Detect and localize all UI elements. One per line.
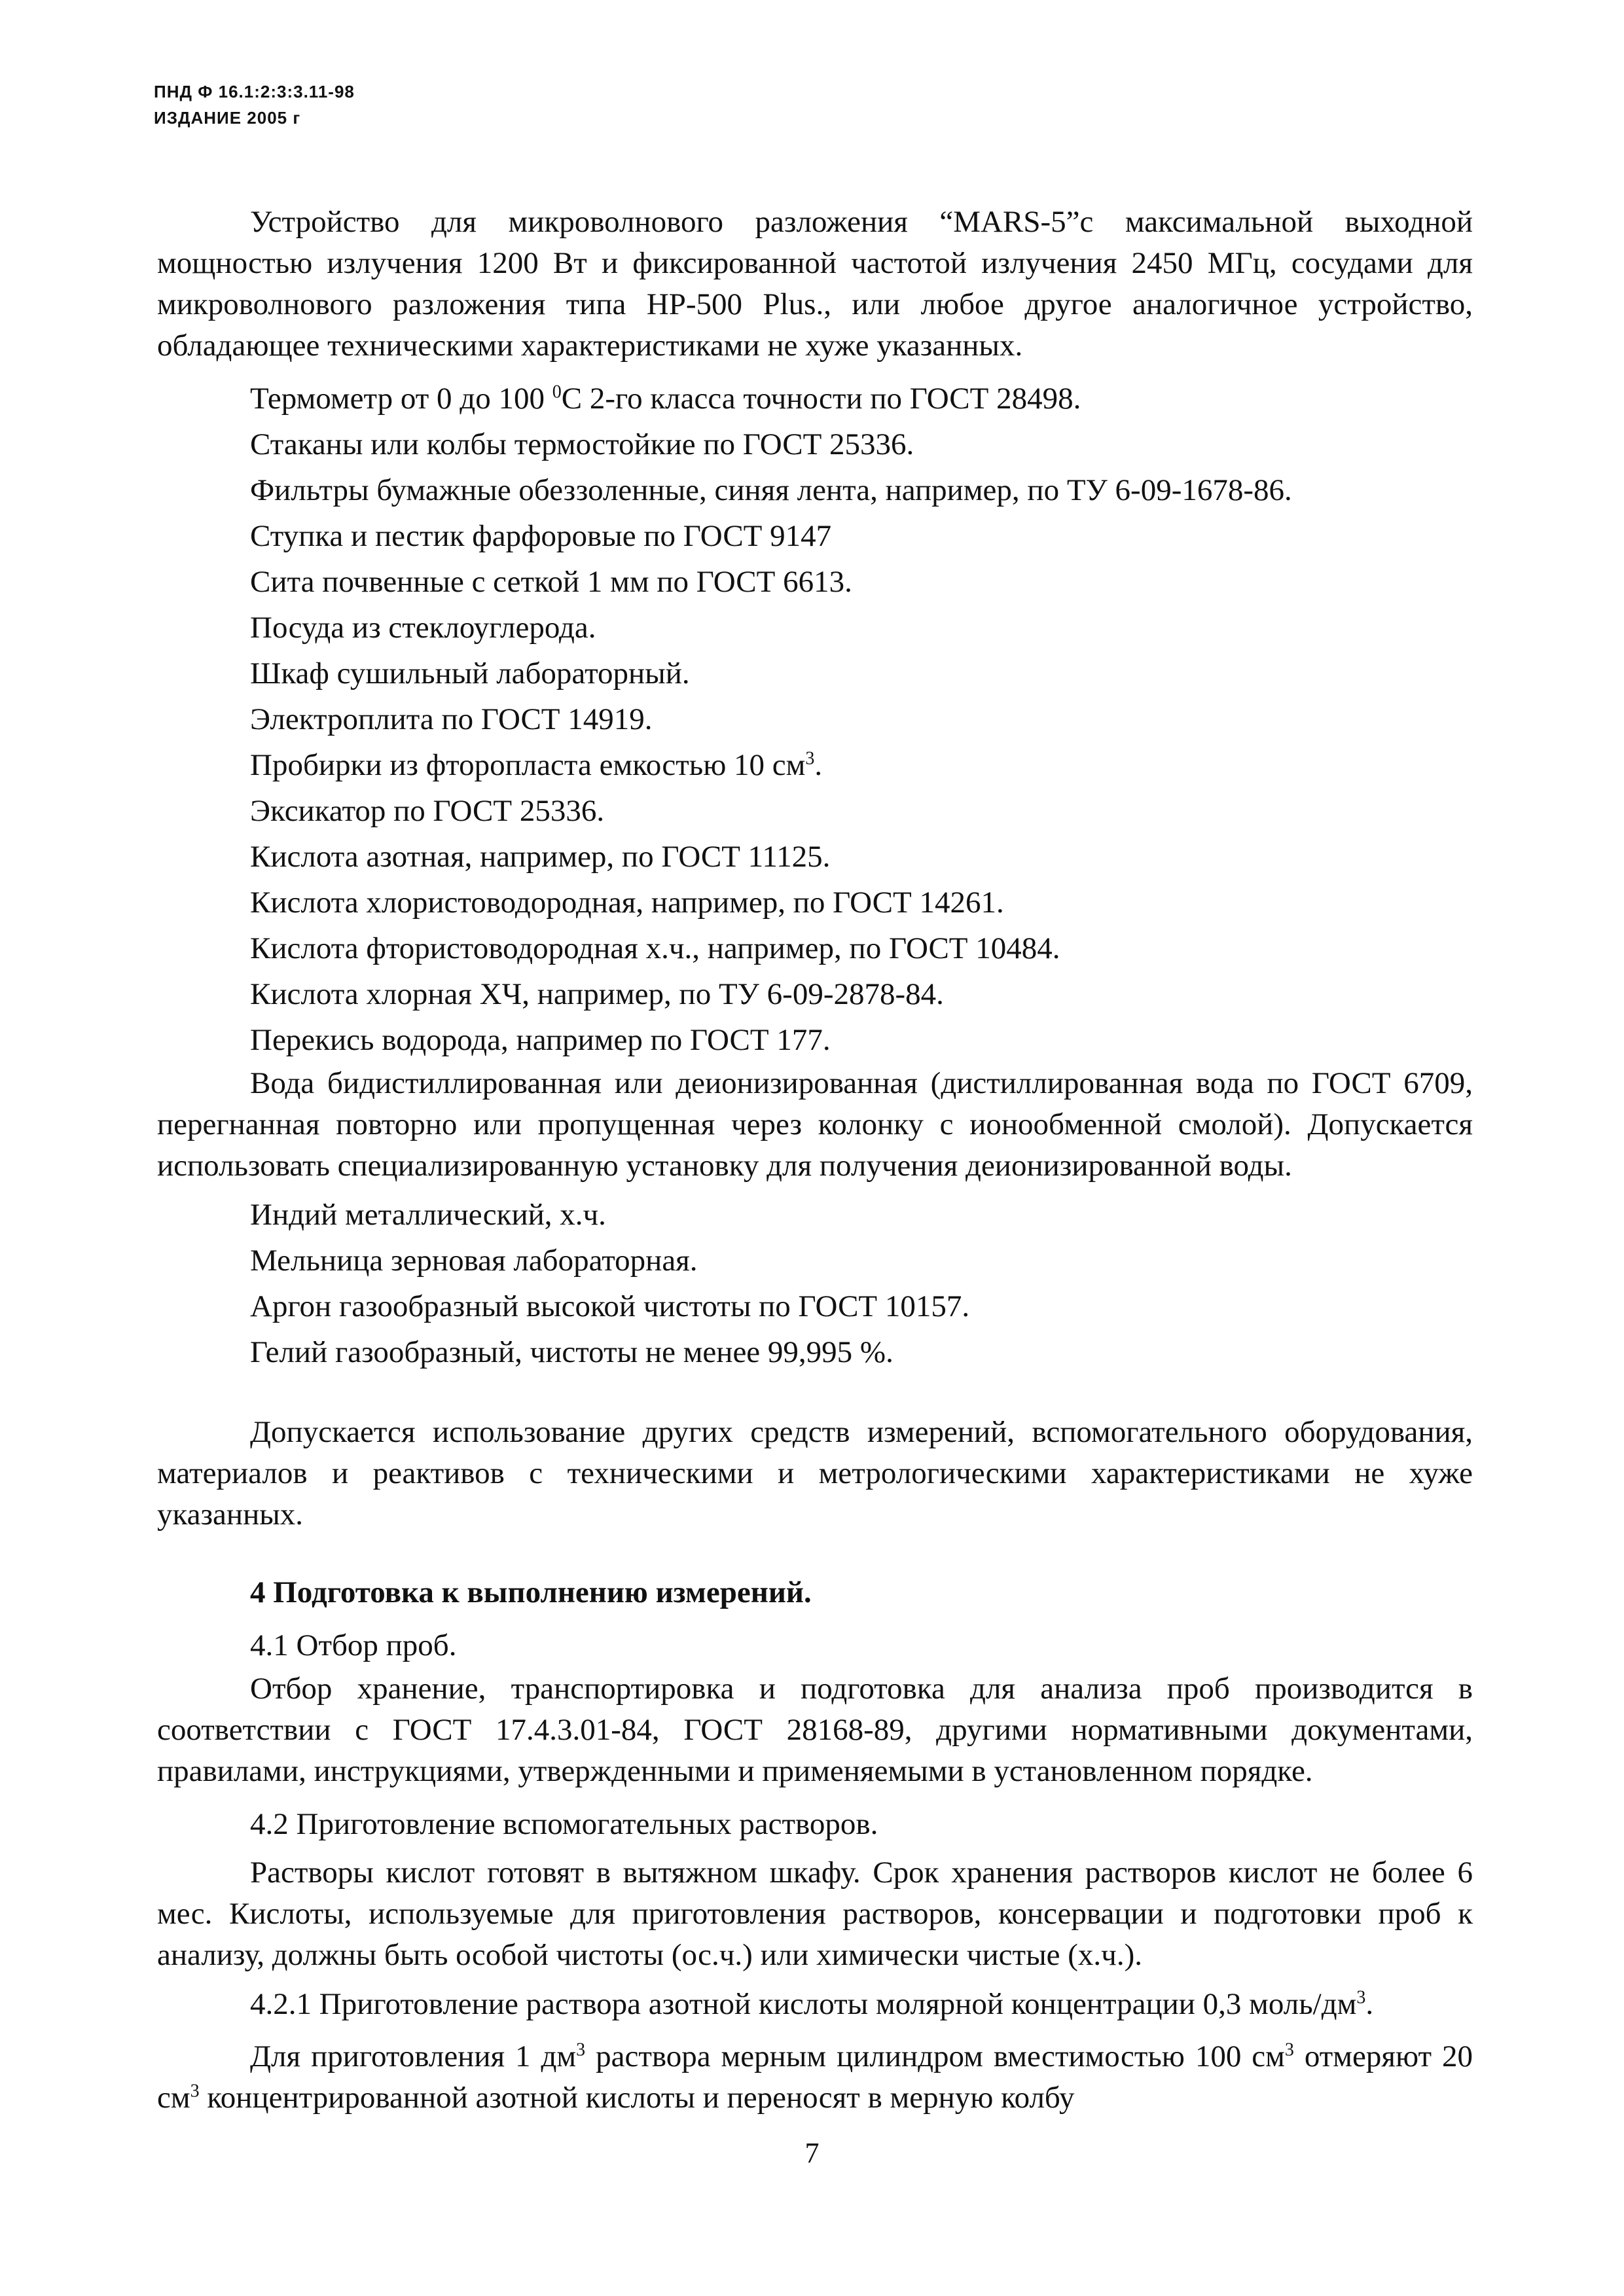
material-item: Индий металлический, х.ч. [250,1198,606,1232]
section-4-2-1-text [157,2036,1473,2119]
equipment-item: Фильтры бумажные обеззоленные, синяя лента, например, по ТУ 6-09-1678-86. [250,473,1292,507]
section-4-1-title: 4.1 Отбор проб. [250,1628,457,1662]
text-fragment: раствора мерным цилиндром вместимостью 100 см [585,2039,1285,2073]
reagent-item: Эксикатор по ГОСТ 25336. [250,794,605,828]
tubes-text-start: Пробирки из фторопласта емкостью 10 см [250,748,806,782]
section-4-2-title: 4.2 Приготовление вспомогательных растворов. [250,1807,878,1841]
section-4-2-1-title-end: . [1365,1987,1374,2021]
allowed-alternatives-paragraph: Допускается использование других средств измерений, вспомогательного оборудования, материалов и реактивов с техническими и метрологическими характеристиками не хуже указанных. [157,1415,1473,1532]
water-paragraph: Вода бидистиллированная или деионизированная (дистиллированная вода по ГОСТ 6709, перегнанная повторно или пропущенная через колонку с ионообменной смолой). Допускается использовать специализированную установку для получения деионизированной воды. [157,1066,1473,1183]
equipment-item: Сита почвенные с сеткой 1 мм по ГОСТ 6613. [250,565,852,599]
document-code: ПНД Ф 16.1:2:3:3.11-98 [154,82,355,101]
section-4-2-1-title [157,1981,1473,2027]
cubic-superscript: 3 [805,748,815,769]
material-item: Аргон газообразный высокой чистоты по ГОСТ 10157. [250,1289,970,1323]
thermometer-text-start: Термометр от 0 до 100 [250,382,552,416]
document-header [154,79,355,131]
equipment-item: Ступка и пестик фарфоровые по ГОСТ 9147 [250,519,832,553]
reagent-item: Кислота азотная, например, по ГОСТ 11125. [250,840,831,874]
equipment-item: Стаканы или колбы термостойкие по ГОСТ 25336. [250,427,914,461]
section-4-1-text: Отбор хранение, транспортировка и подготовка для анализа проб производится в соответствии с ГОСТ 17.4.3.01-84, ГОСТ 28168-89, другими нормативными документами, правилами, инструкциями, утвержденными и применяемыми в установленном порядке. [157,1672,1473,1788]
thermometer-text-end: С 2-го класса точности по ГОСТ 28498. [561,382,1081,416]
material-item: Гелий газообразный, чистоты не менее 99,995 %. [250,1335,893,1369]
section-4-heading: 4 Подготовка к выполнению измерений. [250,1575,812,1609]
degree-superscript: 0 [552,382,562,403]
cubic-superscript: 3 [190,2081,200,2102]
cubic-superscript: 3 [1356,1987,1366,2008]
reagent-item: Кислота хлорная ХЧ, например, по ТУ 6-09-2878-84. [250,977,944,1011]
section-4-2-1-title-text: 4.2.1 Приготовление раствора азотной кислоты молярной концентрации 0,3 моль/дм [250,1987,1357,2021]
reagent-item: Кислота фтористоводородная х.ч., например, по ГОСТ 10484. [250,931,1060,965]
equipment-item: Электроплита по ГОСТ 14919. [250,702,653,736]
section-4-2-text: Растворы кислот готовят в вытяжном шкафу. Срок хранения растворов кислот не более 6 мес. Кислоты, используемые для приготовления растворов, консервации и подготовки проб к анализу, должны быть особой чистоты (ос.ч.) или химически чистые (х.ч.). [157,1856,1473,1972]
equipment-item: Шкаф сушильный лабораторный. [250,656,690,691]
edition-label: ИЗДАНИЕ 2005 г [154,108,301,128]
text-fragment: концентрированной азотной кислоты и переносят в мерную колбу [199,2081,1075,2115]
mars-device-paragraph: Устройство для микроволнового разложения “MARS-5”с максимальной выходной мощностью излучения 1200 Вт и фиксированной частотой излучения 2450 МГц, сосудами для микроволнового разложения типа HP-500 Plus., или любое другое аналогичное устройство, обладающее техническими характеристиками не хуже указанных. [157,205,1473,363]
tubes-text-end: . [814,748,823,782]
reagent-item: Перекись водорода, например по ГОСТ 177. [250,1023,831,1057]
page-number: 7 [804,2137,820,2169]
equipment-item: Посуда из стеклоуглерода. [250,611,596,645]
reagent-item: Кислота хлористоводородная, например, по ГОСТ 14261. [250,886,1004,920]
cubic-superscript: 3 [1284,2039,1294,2060]
text-fragment: отмеряют 20 см [157,2039,1473,2115]
cubic-superscript: 3 [576,2039,586,2060]
document-body [157,202,1473,2119]
material-item: Мельница зерновая лабораторная. [250,1244,698,1278]
tubes-item [157,742,1473,788]
text-fragment: Для приготовления 1 дм [250,2039,577,2073]
thermometer-item [157,376,1473,422]
